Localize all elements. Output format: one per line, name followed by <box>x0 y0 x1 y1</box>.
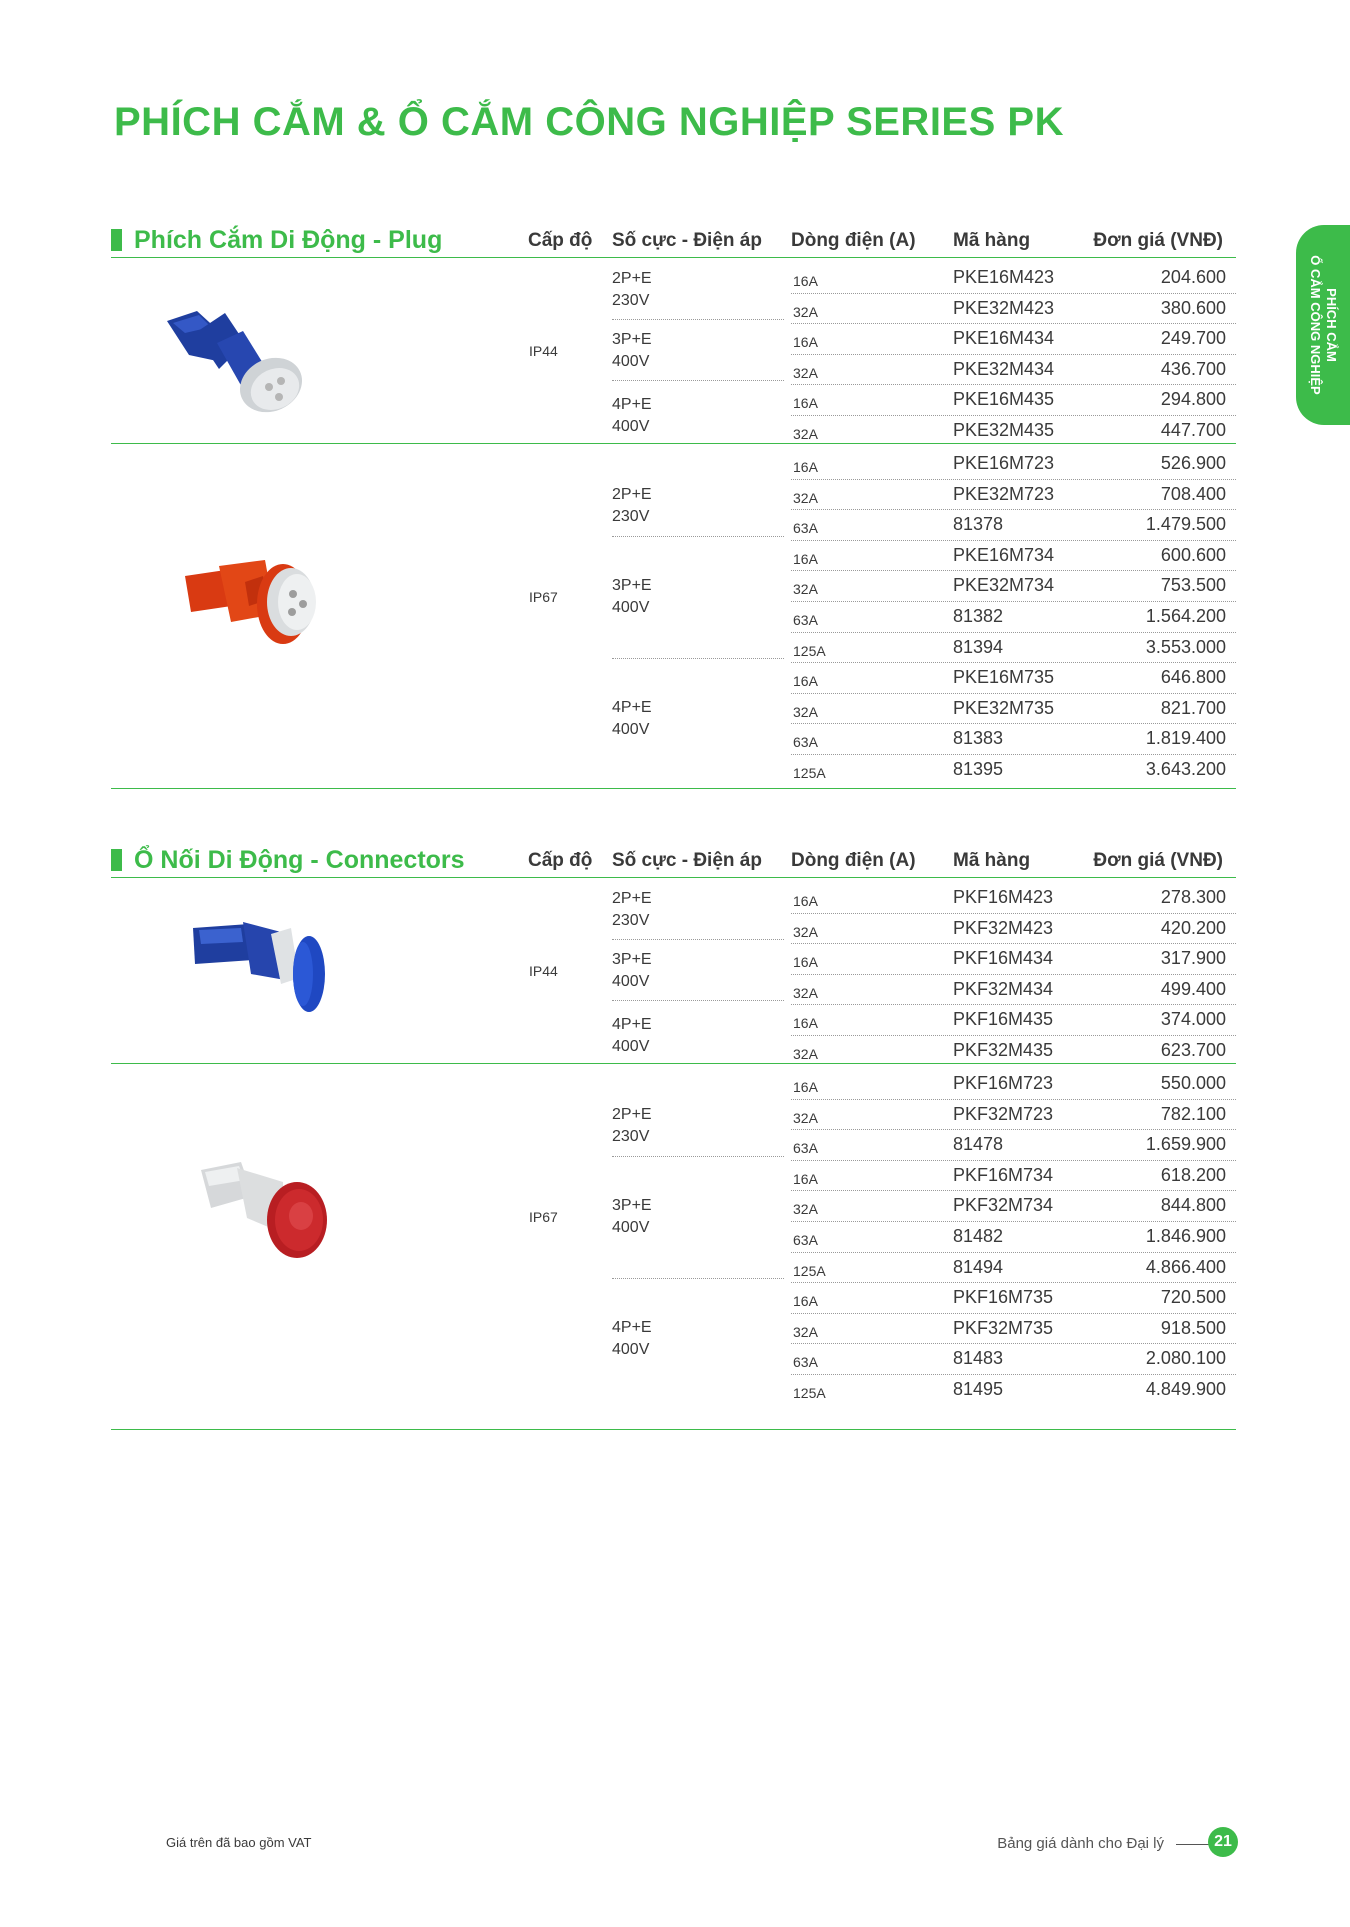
pole-voltage <box>612 1104 652 1148</box>
pole-voltage <box>612 329 652 373</box>
unit-price: 1.479.500 <box>1145 514 1226 535</box>
table-row <box>791 509 1236 541</box>
pole-voltage <box>612 1014 652 1058</box>
product-code: PKE16M723 <box>953 453 1055 473</box>
current-rating: 16A <box>793 459 818 475</box>
product-code: 81382 <box>953 606 1004 626</box>
current-rating: 16A <box>793 395 818 412</box>
product-code: PKF32M735 <box>953 1317 1054 1338</box>
voltage: 400V <box>612 353 650 370</box>
unit-price: 374.000 <box>1160 1009 1226 1030</box>
product-code: PKF16M434 <box>953 948 1054 969</box>
table-row <box>791 601 1236 633</box>
unit-price: 4.866.400 <box>1145 1256 1226 1277</box>
pole-count: 3P+E <box>612 577 652 594</box>
voltage: 400V <box>612 1219 650 1236</box>
current-rating: 32A <box>793 303 818 320</box>
unit-price: 317.900 <box>1160 948 1226 969</box>
pole-voltage <box>612 888 652 932</box>
side-tab-label <box>1307 225 1339 425</box>
voltage: 400V <box>612 418 650 435</box>
side-tab-line-1: PHÍCH CẮM <box>1324 288 1339 362</box>
product-code: PKF32M734 <box>953 1195 1054 1216</box>
unit-price: 420.200 <box>1160 917 1226 938</box>
voltage: 230V <box>612 912 650 929</box>
current-rating: 63A <box>793 734 818 751</box>
current-rating: 32A <box>793 426 818 442</box>
current-rating: 32A <box>793 984 818 1001</box>
current-rating: 63A <box>793 1232 818 1248</box>
unit-price: 618.200 <box>1160 1164 1226 1185</box>
pole-voltage <box>612 394 652 438</box>
product-group <box>111 878 1236 1064</box>
product-code: PKF16M435 <box>953 1009 1054 1030</box>
column-header-current: Dòng điện (A) <box>791 850 916 871</box>
table-row <box>791 1190 1236 1222</box>
side-tab-line-2: Ổ CẮM CÔNG NGHIỆP <box>1308 255 1323 395</box>
table-row <box>791 943 1236 975</box>
column-header-price: Đơn giá (VNĐ) <box>1093 230 1223 251</box>
unit-price: 3.553.000 <box>1145 636 1226 657</box>
table-row <box>791 1282 1236 1314</box>
red-plug-image <box>179 556 339 666</box>
voltage: 230V <box>612 292 650 309</box>
product-code: PKE32M434 <box>953 358 1055 379</box>
unit-price: 278.300 <box>1160 887 1226 907</box>
current-rating: 63A <box>793 1140 818 1157</box>
table-row <box>791 754 1236 785</box>
voltage: 230V <box>612 1128 650 1145</box>
unit-price: 447.700 <box>1160 420 1226 440</box>
unit-price: 600.600 <box>1160 544 1226 565</box>
unit-price: 550.000 <box>1160 1073 1226 1093</box>
current-rating: 125A <box>793 1262 826 1279</box>
pole-voltage <box>612 949 652 993</box>
table-row <box>791 1313 1236 1345</box>
product-code: PKF32M723 <box>953 1103 1054 1124</box>
table-row <box>791 323 1236 355</box>
table-row <box>791 1129 1236 1161</box>
voltage: 400V <box>612 1341 650 1358</box>
product-code: PKE16M435 <box>953 389 1055 410</box>
protection-level: IP67 <box>529 1209 558 1225</box>
table-row <box>791 293 1236 325</box>
protection-level: IP44 <box>529 963 558 979</box>
unit-price: 821.700 <box>1160 697 1226 718</box>
table-row <box>791 1252 1236 1284</box>
pole-voltage <box>612 697 652 741</box>
unit-price: 526.900 <box>1160 453 1226 473</box>
column-header-poles: Số cực - Điện áp <box>612 850 762 871</box>
unit-price: 646.800 <box>1160 667 1226 688</box>
product-code: PKE32M435 <box>953 420 1055 440</box>
unit-price: 1.659.900 <box>1145 1134 1226 1155</box>
column-header-price: Đơn giá (VNĐ) <box>1093 850 1223 871</box>
product-code: 81482 <box>953 1226 1004 1246</box>
product-group <box>111 258 1236 444</box>
connector-section <box>111 847 1236 1430</box>
pole-voltage <box>612 484 652 528</box>
table-row <box>791 262 1236 294</box>
product-code: PKE32M723 <box>953 483 1055 504</box>
product-code: PKF16M423 <box>953 887 1054 907</box>
divider <box>1176 1844 1212 1845</box>
current-rating: 125A <box>793 642 826 659</box>
current-rating: 32A <box>793 364 818 381</box>
product-code: PKE16M434 <box>953 328 1055 349</box>
current-rating: 16A <box>793 1170 818 1187</box>
product-code: PKF16M723 <box>953 1073 1054 1093</box>
unit-price: 753.500 <box>1160 575 1226 596</box>
table-row <box>791 1099 1236 1131</box>
pole-voltage <box>612 1317 652 1361</box>
divider <box>612 1278 784 1279</box>
product-code: 81495 <box>953 1379 1004 1399</box>
price-list-note: Bảng giá dành cho Đại lý <box>997 1835 1164 1852</box>
unit-price: 2.080.100 <box>1145 1348 1226 1369</box>
pole-voltage <box>612 1195 652 1239</box>
unit-price: 249.700 <box>1160 328 1226 349</box>
protection-level: IP67 <box>529 589 558 605</box>
page-number: 21 <box>1208 1827 1238 1857</box>
current-rating: 32A <box>793 1201 818 1218</box>
table-row <box>791 662 1236 694</box>
voltage: 400V <box>612 721 650 738</box>
unit-price: 204.600 <box>1160 267 1226 287</box>
unit-price: 1.564.200 <box>1145 606 1226 626</box>
table-row <box>791 354 1236 386</box>
divider <box>612 319 784 320</box>
red-connector-image <box>197 1156 347 1276</box>
divider <box>612 1000 784 1001</box>
table-row <box>791 1221 1236 1253</box>
current-rating: 16A <box>793 673 818 690</box>
product-code: 81378 <box>953 514 1004 535</box>
current-rating: 63A <box>793 1354 818 1371</box>
product-code: 81395 <box>953 759 1004 779</box>
current-rating: 16A <box>793 273 818 289</box>
product-code: PKE16M734 <box>953 544 1055 565</box>
table-row <box>791 1035 1236 1066</box>
pole-count: 4P+E <box>612 1016 652 1033</box>
pole-count: 2P+E <box>612 890 652 907</box>
table-row <box>791 448 1236 480</box>
pole-count: 2P+E <box>612 1106 652 1123</box>
unit-price: 4.849.900 <box>1145 1379 1226 1399</box>
unit-price: 436.700 <box>1160 358 1226 379</box>
divider <box>612 536 784 537</box>
current-rating: 16A <box>793 334 818 351</box>
current-rating: 63A <box>793 520 818 537</box>
divider <box>612 1156 784 1157</box>
product-code: 81478 <box>953 1134 1004 1155</box>
current-rating: 16A <box>793 550 818 567</box>
unit-price: 782.100 <box>1160 1103 1226 1124</box>
current-rating: 32A <box>793 923 818 940</box>
unit-price: 1.846.900 <box>1145 1226 1226 1246</box>
product-code: PKE32M735 <box>953 697 1055 718</box>
product-code: 81394 <box>953 636 1004 657</box>
product-code: 81383 <box>953 728 1004 749</box>
section-title: Phích Cắm Di Động - Plug <box>134 226 443 254</box>
protection-level: IP44 <box>529 343 558 359</box>
current-rating: 16A <box>793 893 818 909</box>
page-title: PHÍCH CẮM & Ổ CẮM CÔNG NGHIỆP SERIES PK <box>114 100 1064 144</box>
vat-note: Giá trên đã bao gồm VAT <box>166 1835 312 1850</box>
unit-price: 918.500 <box>1160 1317 1226 1338</box>
plug-section <box>111 227 1236 789</box>
column-header-level: Cấp độ <box>528 230 593 251</box>
side-category-tab[interactable] <box>1296 225 1350 425</box>
table-row <box>791 1343 1236 1375</box>
current-rating: 63A <box>793 612 818 628</box>
column-header-current: Dòng điện (A) <box>791 230 916 251</box>
table-row <box>791 913 1236 945</box>
divider <box>612 658 784 659</box>
unit-price: 1.819.400 <box>1145 728 1226 749</box>
voltage: 230V <box>612 508 650 525</box>
voltage: 400V <box>612 973 650 990</box>
table-row <box>791 1004 1236 1036</box>
table-row <box>791 974 1236 1006</box>
product-group <box>111 1064 1236 1430</box>
voltage: 400V <box>612 599 650 616</box>
product-code: PKE32M734 <box>953 575 1055 596</box>
table-row <box>791 540 1236 572</box>
current-rating: 16A <box>793 1293 818 1310</box>
table-row <box>791 1374 1236 1405</box>
current-rating: 125A <box>793 1385 826 1401</box>
product-code: 81483 <box>953 1348 1004 1369</box>
section-header <box>111 227 1236 258</box>
current-rating: 16A <box>793 1015 818 1032</box>
product-code: PKF32M435 <box>953 1040 1054 1060</box>
unit-price: 380.600 <box>1160 297 1226 318</box>
pole-count: 3P+E <box>612 331 652 348</box>
table-row <box>791 693 1236 725</box>
current-rating: 32A <box>793 1323 818 1340</box>
section-title: Ổ Nối Di Động - Connectors <box>134 846 465 874</box>
voltage: 400V <box>612 1038 650 1055</box>
unit-price: 3.643.200 <box>1145 759 1226 779</box>
table-row <box>791 723 1236 755</box>
product-code: 81494 <box>953 1256 1004 1277</box>
product-code: PKE16M735 <box>953 667 1055 688</box>
product-code: PKF16M735 <box>953 1287 1054 1308</box>
pole-count: 4P+E <box>612 1319 652 1336</box>
pole-count: 4P+E <box>612 396 652 413</box>
divider <box>612 939 784 940</box>
column-header-code: Mã hàng <box>953 230 1031 251</box>
table-row <box>791 479 1236 511</box>
product-code: PKE32M423 <box>953 297 1055 318</box>
current-rating: 125A <box>793 765 826 781</box>
table-row <box>791 882 1236 914</box>
column-header-poles: Số cực - Điện áp <box>612 230 762 251</box>
table-row <box>791 1160 1236 1192</box>
current-rating: 32A <box>793 489 818 506</box>
product-code: PKF32M423 <box>953 917 1054 938</box>
column-header-level: Cấp độ <box>528 850 593 871</box>
divider <box>612 380 784 381</box>
table-row <box>791 384 1236 416</box>
product-code: PKE16M423 <box>953 267 1055 287</box>
table-row <box>791 570 1236 602</box>
section-header <box>111 847 1236 878</box>
product-code: PKF32M434 <box>953 978 1054 999</box>
table-row <box>791 415 1236 446</box>
current-rating: 32A <box>793 581 818 598</box>
pole-count: 4P+E <box>612 699 652 716</box>
unit-price: 623.700 <box>1160 1040 1226 1060</box>
unit-price: 844.800 <box>1160 1195 1226 1216</box>
unit-price: 499.400 <box>1160 978 1226 999</box>
blue-connector-image <box>189 918 339 1018</box>
blue-plug-image <box>159 303 319 423</box>
column-header-code: Mã hàng <box>953 850 1031 871</box>
pole-voltage <box>612 268 652 312</box>
unit-price: 708.400 <box>1160 483 1226 504</box>
current-rating: 16A <box>793 1079 818 1095</box>
pole-voltage <box>612 575 652 619</box>
product-code: PKF16M734 <box>953 1164 1054 1185</box>
current-rating: 32A <box>793 703 818 720</box>
current-rating: 16A <box>793 954 818 971</box>
section-marker <box>111 849 122 871</box>
section-marker <box>111 229 122 251</box>
table-row <box>791 1068 1236 1100</box>
pole-count: 2P+E <box>612 486 652 503</box>
pole-count: 3P+E <box>612 1197 652 1214</box>
pole-count: 2P+E <box>612 270 652 287</box>
current-rating: 32A <box>793 1109 818 1126</box>
pole-count: 3P+E <box>612 951 652 968</box>
product-group <box>111 444 1236 789</box>
current-rating: 32A <box>793 1046 818 1062</box>
table-row <box>791 632 1236 664</box>
unit-price: 294.800 <box>1160 389 1226 410</box>
unit-price: 720.500 <box>1160 1287 1226 1308</box>
